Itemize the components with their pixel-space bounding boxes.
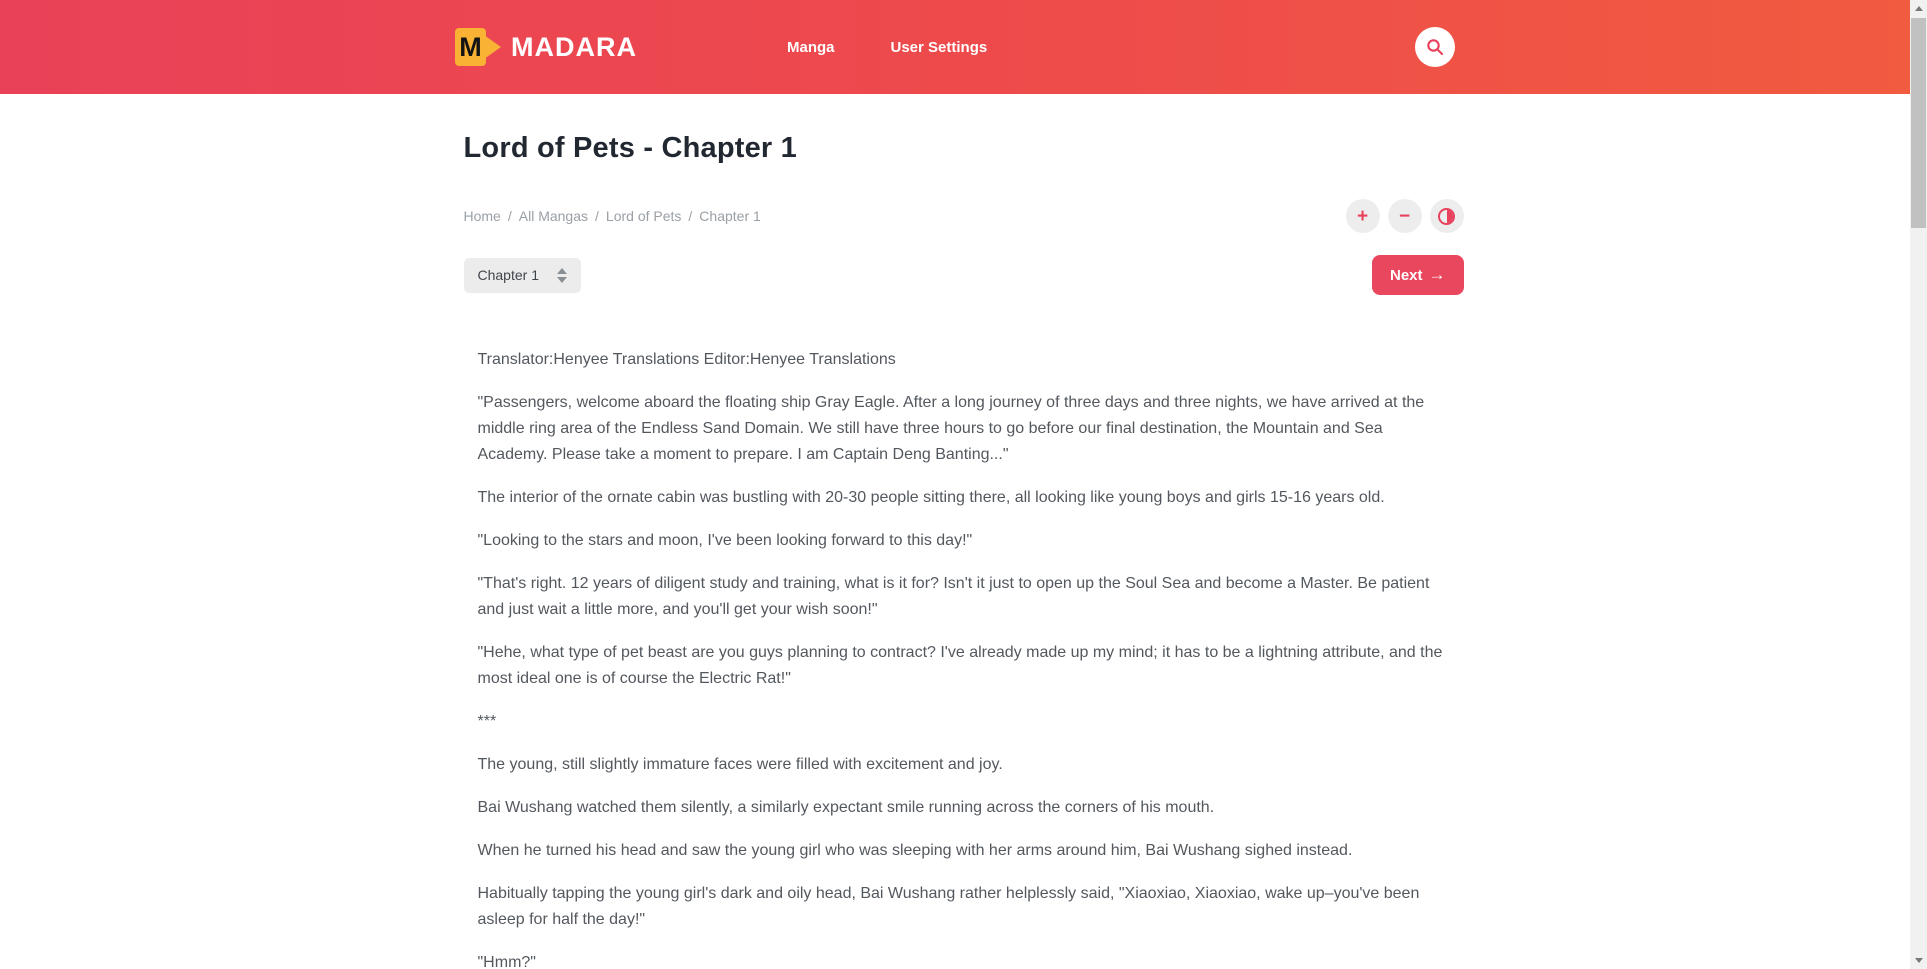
contrast-icon xyxy=(1438,208,1455,225)
arrow-right-icon: → xyxy=(1428,265,1446,284)
chapter-paragraph: The young, still slightly immature faces were filled with excitement and joy. xyxy=(477,756,1003,773)
chapter-paragraph: "Passengers, welcome aboard the floating ship Gray Eagle. After a long journey of three days and three nights, we have arrived at the middle ring area of the Endless Sand Domain. We still have three hours to go before our final destination, the Mountain and Sea Academy. Please take a moment to prepare. I am Captain Deng Banting..." xyxy=(477,394,1425,463)
breadcrumb-link[interactable]: Chapter 1 xyxy=(699,208,761,224)
breadcrumb-separator: / xyxy=(595,208,599,224)
contrast-toggle-button[interactable] xyxy=(1430,199,1464,233)
breadcrumb-link[interactable]: Lord of Pets xyxy=(605,208,682,224)
scrollbar-up-arrow-icon[interactable] xyxy=(1910,0,1927,17)
scrollbar[interactable] xyxy=(1910,0,1927,969)
main-content xyxy=(464,132,1464,969)
chapter-paragraph: The interior of the ornate cabin was bustling with 20-30 people sitting there, all looking like young boys and girls 15-16 years old. xyxy=(477,489,1385,506)
breadcrumb-item xyxy=(606,208,699,224)
chapter-paragraph: "Looking to the stars and moon, I've been looking forward to this day!" xyxy=(477,532,973,549)
reader-tools xyxy=(1346,199,1464,233)
breadcrumb-item xyxy=(519,208,606,224)
site-logo[interactable] xyxy=(455,28,637,66)
breadcrumb-separator: / xyxy=(507,208,512,224)
chapter-paragraph: *** xyxy=(477,713,497,730)
select-arrows-icon xyxy=(557,268,567,283)
chapter-select-value: Chapter 1 xyxy=(477,267,539,283)
search-button[interactable] xyxy=(1415,27,1455,67)
logo-text: MADARA xyxy=(511,31,637,62)
search-icon xyxy=(1426,38,1444,56)
chapter-paragraph: Habitually tapping the young girl's dark and oily head, Bai Wushang rather helplessly said, "Xiaoxiao, Xiaoxiao, wake up–you've been asleep for half the day!" xyxy=(477,885,1420,928)
chapter-paragraph: When he turned his head and saw the young girl who was sleeping with her arms around him, Bai Wushang sighed instead. xyxy=(477,842,1353,859)
scrollbar-down-arrow-icon[interactable] xyxy=(1910,952,1927,969)
scrollbar-thumb[interactable] xyxy=(1911,18,1926,228)
plus-icon: + xyxy=(1356,205,1369,227)
breadcrumb xyxy=(464,208,761,224)
chapter-text xyxy=(464,347,1464,969)
next-button-label: Next xyxy=(1389,266,1423,284)
chapter-paragraph: "Hmm?" xyxy=(477,954,536,969)
chapter-select[interactable] xyxy=(464,258,581,293)
nav-item[interactable]: User Settings xyxy=(890,38,988,56)
minus-icon: − xyxy=(1398,205,1411,227)
zoom-out-button[interactable] xyxy=(1388,199,1422,233)
page-title: Lord of Pets - Chapter 1 xyxy=(463,132,797,164)
chapter-paragraph: "That's right. 12 years of diligent study and training, what is it for? Isn't it just to open up the Soul Sea and become a Master. Be patient and just wait a little more, and you'll get your wish soon!" xyxy=(477,575,1430,618)
chapter-paragraph: Translator:Henyee Translations Editor:Henyee Translations xyxy=(477,351,896,368)
next-chapter-button[interactable] xyxy=(1372,255,1464,295)
logo-mark-letter: M xyxy=(455,28,486,66)
chapter-paragraph: Bai Wushang watched them silently, a similarly expectant smile running across the corners of his mouth. xyxy=(477,799,1215,816)
breadcrumb-separator: / xyxy=(688,208,693,224)
breadcrumb-item xyxy=(464,208,519,224)
main-nav xyxy=(787,39,987,56)
nav-item[interactable]: Manga xyxy=(786,38,835,56)
breadcrumb-link[interactable]: Home xyxy=(463,208,501,224)
madara-logo-icon xyxy=(455,28,501,66)
logo-arrow-shape xyxy=(484,35,501,59)
breadcrumb-link[interactable]: All Mangas xyxy=(518,208,589,224)
chapter-paragraph: "Hehe, what type of pet beast are you guys planning to contract? I've already made up my mind; it has to be a lightning attribute, and the most ideal one is of course the Electric Rat!" xyxy=(477,644,1443,687)
site-header xyxy=(0,0,1910,94)
zoom-in-button[interactable] xyxy=(1346,199,1380,233)
breadcrumb-item xyxy=(699,208,760,224)
